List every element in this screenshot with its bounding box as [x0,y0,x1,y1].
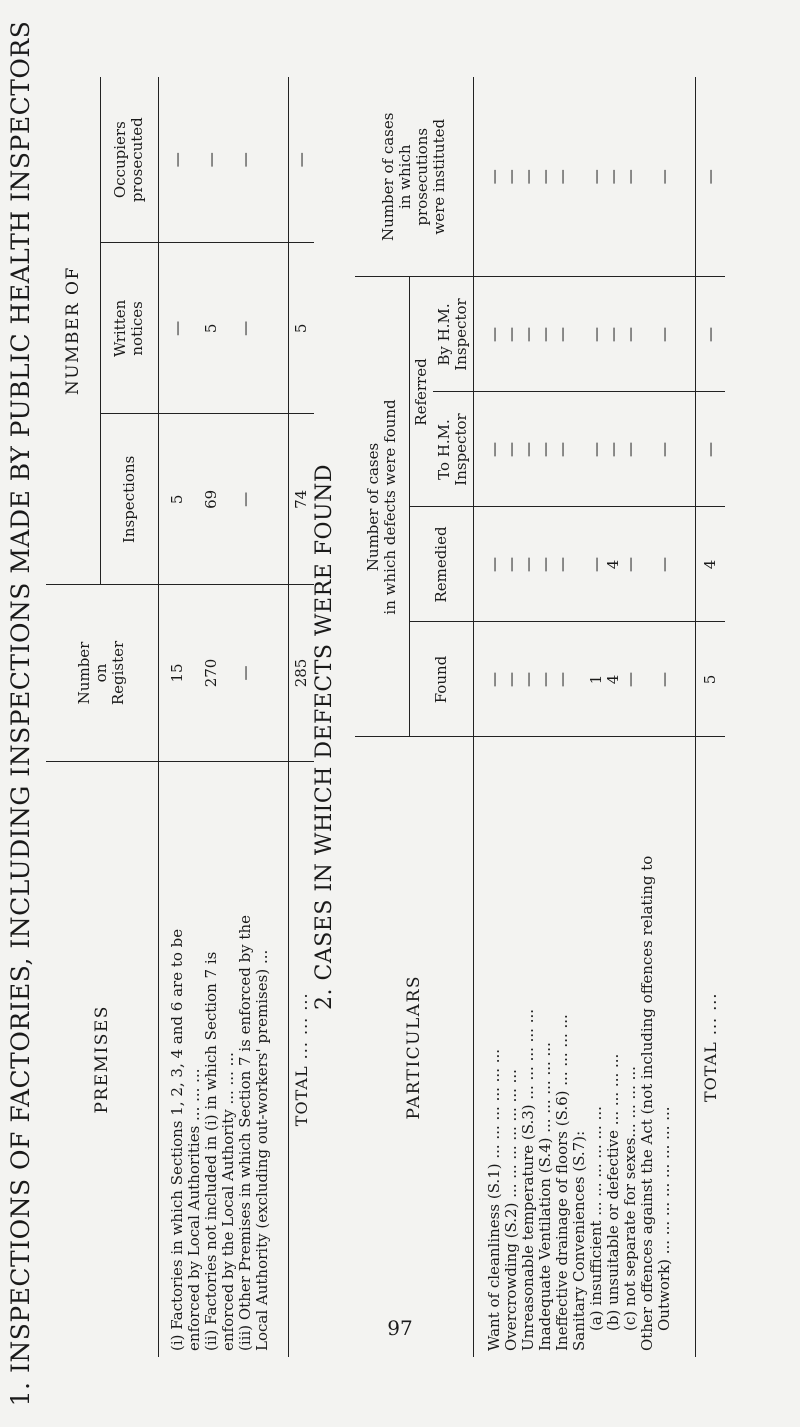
particulars-header: PARTICULARS [355,737,473,1357]
total-inspections: 74 [288,414,314,585]
section2-title: 2. CASES IN WHICH DEFECTS WERE FOUND [312,464,337,1010]
section2-total-row [695,77,725,1357]
section1-title: 1. INSPECTIONS OF FACTORIES, INCLUDING INSPECTIONS MADE BY PUBLIC HEALTH INSPECTORS [6,20,35,1407]
total-remedied: 4 [695,507,725,622]
inspections-table [46,77,314,1357]
by-hm-values: — — — — — — — — — [473,277,695,392]
number-of-header: NUMBER OF [46,77,100,585]
written-notices-header: Written notices [100,243,158,414]
inspections-values: 5 69 — [158,414,288,585]
total-register: 285 [288,585,314,761]
total-by-hm: — [695,277,725,392]
remedied-header: Remedied [409,507,473,622]
section2-total-label: TOTAL ... ... [695,737,725,1357]
prosecutions-values: — — — — — — — — — [473,77,695,277]
cases-found-header: Number of cases in which defects were found [355,277,409,737]
page-number: 97 [387,1316,413,1340]
found-values: — — — — — 1 4 — — [473,622,695,737]
particulars-list: Want of cleanliness (S.1) ... ... ... ... ... ... Overcrowding (S.2) ... ... ... ... ... ... ... Unreasonable temperature (S.3) ... ... ... ... ... Inadequate Ventilation (S.4) ... ... ... ... ... Ineffective drainage of floors (S.6) ... ... ... ... Sanitary Conveniences (S.7): (a) insufficient ... ... ... ... ... ... (b) unsuitable or defective ... ... ... ... (c) not separate for sexes... ... ... ... Other offences against the Act (not including offences relating to Outwork) ... ... ... ... ... ... ... ... [484,855,673,1351]
register-header: Number on Register [46,585,158,761]
prosecutions-header: Number of cases in which prosecutions were instituted [355,77,473,277]
register-values: 15 270 — [158,585,288,761]
inspections-header: Inspections [100,414,158,585]
prosecuted-values: — — — [158,77,288,243]
to-hm-inspector-header: To H.M. Inspector [433,392,473,507]
occupiers-prosecuted-header: Occupiers prosecuted [100,77,158,243]
section1-total-label: TOTAL ... ... ... [288,761,314,1357]
total-notices: 5 [288,243,314,414]
premises-header: PREMISES [46,761,158,1357]
total-found: 5 [695,622,725,737]
to-hm-values: — — — — — — — — — [473,392,695,507]
by-hm-inspector-header: By H.M. Inspector [433,277,473,392]
referred-header: Referred [409,277,433,507]
defects-table [355,77,725,1357]
remedied-values: — — — — — — 4 — — [473,507,695,622]
premises-list: (i) Factories in which Sections 1, 2, 3, 4 and 6 are to be enforced by Local Authorities ... ... ... (ii) Factories not included in (i) in which Section 7 is enforced by the Local Authority ... ... ... (iii) Other Premises in which Section 7 is enforced by the Local Authority (excluding out-workers' premises) ... [167,915,271,1351]
total-to-hm: — [695,392,725,507]
total-prosecuted: — [288,77,314,243]
found-header: Found [409,622,473,737]
section1-total-row [288,77,314,1357]
total-prosecutions: — [695,77,725,277]
notices-values: — 5 — [158,243,288,414]
